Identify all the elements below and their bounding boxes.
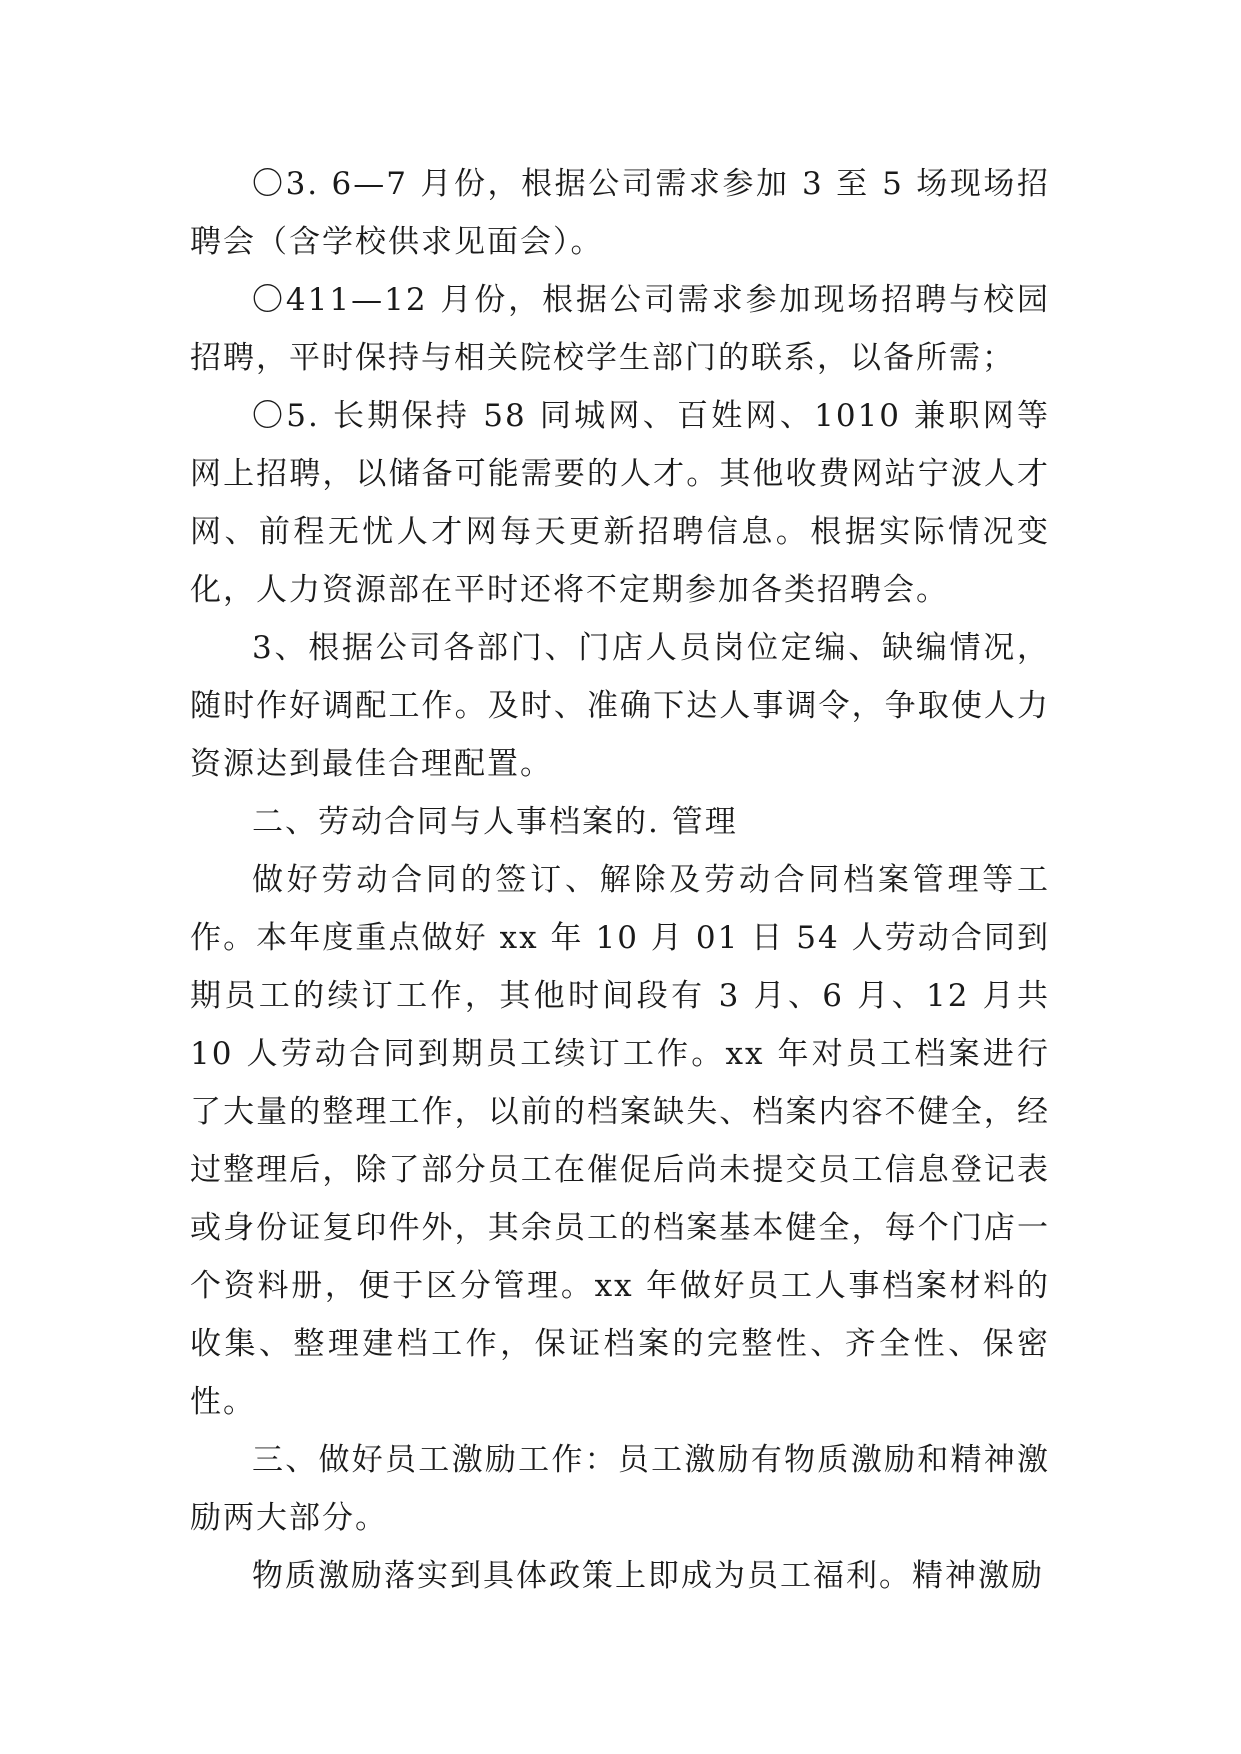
paragraph-material-incentives: 物质激励落实到具体政策上即成为员工福利。精神激励 bbox=[252, 1558, 1044, 1594]
document-page bbox=[190, 155, 1050, 1605]
section-heading-employee-incentives: 三、做好员工激励工作：员工激励有物质激励和精神激励两大部分。 bbox=[190, 1442, 1050, 1536]
paragraph-recruitment-fairs: 〇3. 6—7 月份，根据公司需求参加 3 至 5 场现场招聘会（含学校供求见面会）。 bbox=[190, 166, 1050, 260]
paragraph-campus-recruitment: 〇411—12 月份，根据公司需求参加现场招聘与校园招聘，平时保持与相关院校学生部门的联系，以备所需； bbox=[190, 282, 1050, 376]
paragraph-online-recruitment: 〇5. 长期保持 58 同城网、百姓网、1010 兼职网等网上招聘，以储备可能需要的人才。其他收费网站宁波人才网、前程无忧人才网每天更新招聘信息。根据实际情况变化，人力资源部在平时还将不定期参加各类招聘会。 bbox=[190, 398, 1050, 608]
paragraph-contract-management: 做好劳动合同的签订、解除及劳动合同档案管理等工作。本年度重点做好 xx 年 10 月 01 日 54 人劳动合同到期员工的续订工作，其他时间段有 3 月、6 月、12 月共 10 人劳动合同到期员工续订工作。xx 年对员工档案进行了大量的整理工作，以前的档案缺失、档案内容不健全，经过整理后，除了部分员工在催促后尚未提交员工信息登记表或身份证复印件外，其余员工的档案基本健全，每个门店一个资料册，便于区分管理。xx 年做好员工人事档案材料的收集、整理建档工作，保证档案的完整性、齐全性、保密性。 bbox=[190, 862, 1050, 1420]
section-heading-labor-contracts: 二、劳动合同与人事档案的. 管理 bbox=[252, 804, 738, 840]
paragraph-staff-allocation: 3、根据公司各部门、门店人员岗位定编、缺编情况，随时作好调配工作。及时、准确下达人事调令，争取使人力资源达到最佳合理配置。 bbox=[190, 630, 1050, 782]
